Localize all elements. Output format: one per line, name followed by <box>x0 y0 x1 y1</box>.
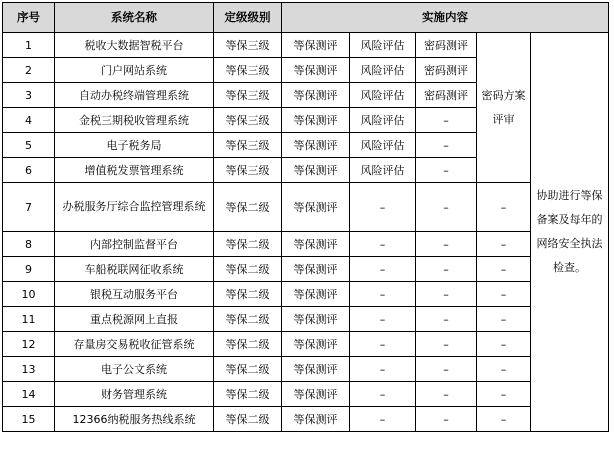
row-review: – <box>477 232 531 257</box>
header-level: 定级级别 <box>214 3 282 33</box>
row-review: – <box>477 332 531 357</box>
row-level: 等保二级 <box>214 183 282 232</box>
row-name: 银税互动服务平台 <box>55 282 214 307</box>
row-seq: 14 <box>3 382 55 407</box>
row-level: 等保二级 <box>214 332 282 357</box>
row-review: – <box>477 382 531 407</box>
row-risk: – <box>350 332 416 357</box>
row-risk: 风险评估 <box>350 158 416 183</box>
table-row <box>3 257 609 282</box>
row-level: 等保三级 <box>214 58 282 83</box>
row-level: 等保二级 <box>214 232 282 257</box>
row-name: 财务管理系统 <box>55 382 214 407</box>
row-risk: 风险评估 <box>350 133 416 158</box>
row-review: – <box>477 357 531 382</box>
table-row <box>3 232 609 257</box>
row-crypto: – <box>416 232 477 257</box>
row-review: – <box>477 307 531 332</box>
row-eval: 等保测评 <box>282 58 350 83</box>
row-level: 等保三级 <box>214 158 282 183</box>
row-eval: 等保测评 <box>282 232 350 257</box>
row-name: 重点税源网上直报 <box>55 307 214 332</box>
row-crypto: – <box>416 407 477 432</box>
row-level: 等保二级 <box>214 382 282 407</box>
assist-cell: 协助进行等保备案及每年的网络安全执法检查。 <box>531 33 609 432</box>
row-crypto: – <box>416 332 477 357</box>
row-level: 等保二级 <box>214 407 282 432</box>
header-name: 系统名称 <box>55 3 214 33</box>
row-level: 等保二级 <box>214 357 282 382</box>
row-seq: 8 <box>3 232 55 257</box>
row-name: 内部控制监督平台 <box>55 232 214 257</box>
row-crypto: 密码测评 <box>416 83 477 108</box>
row-level: 等保三级 <box>214 33 282 58</box>
row-level: 等保二级 <box>214 257 282 282</box>
row-name: 税收大数据智税平台 <box>55 33 214 58</box>
row-name: 车船税联网征收系统 <box>55 257 214 282</box>
row-crypto: – <box>416 382 477 407</box>
row-crypto: – <box>416 307 477 332</box>
row-review: – <box>477 257 531 282</box>
table-row <box>3 307 609 332</box>
systems-table <box>2 2 609 432</box>
table-row <box>3 183 609 232</box>
table-row <box>3 382 609 407</box>
row-risk: – <box>350 257 416 282</box>
row-eval: 等保测评 <box>282 257 350 282</box>
row-eval: 等保测评 <box>282 307 350 332</box>
row-level: 等保三级 <box>214 133 282 158</box>
row-eval: 等保测评 <box>282 183 350 232</box>
row-name: 金税三期税收管理系统 <box>55 108 214 133</box>
row-risk: – <box>350 357 416 382</box>
row-name: 增值税发票管理系统 <box>55 158 214 183</box>
row-crypto: – <box>416 282 477 307</box>
row-name: 门户网站系统 <box>55 58 214 83</box>
row-crypto: – <box>416 183 477 232</box>
table-row <box>3 407 609 432</box>
row-risk: 风险评估 <box>350 108 416 133</box>
row-risk: – <box>350 382 416 407</box>
row-risk: – <box>350 183 416 232</box>
table-row <box>3 33 609 58</box>
row-seq: 2 <box>3 58 55 83</box>
row-level: 等保二级 <box>214 282 282 307</box>
row-review: – <box>477 282 531 307</box>
row-name: 12366纳税服务热线系统 <box>55 407 214 432</box>
row-crypto: – <box>416 257 477 282</box>
header-seq: 序号 <box>3 3 55 33</box>
row-eval: 等保测评 <box>282 282 350 307</box>
row-eval: 等保测评 <box>282 33 350 58</box>
crypto-review-cell: 密码方案评审 <box>477 33 531 183</box>
row-seq: 7 <box>3 183 55 232</box>
row-level: 等保三级 <box>214 108 282 133</box>
row-crypto: – <box>416 108 477 133</box>
row-eval: 等保测评 <box>282 382 350 407</box>
row-risk: – <box>350 407 416 432</box>
row-eval: 等保测评 <box>282 133 350 158</box>
row-eval: 等保测评 <box>282 108 350 133</box>
row-eval: 等保测评 <box>282 83 350 108</box>
row-seq: 13 <box>3 357 55 382</box>
row-crypto: 密码测评 <box>416 33 477 58</box>
header-content: 实施内容 <box>282 3 609 33</box>
row-seq: 10 <box>3 282 55 307</box>
row-eval: 等保测评 <box>282 407 350 432</box>
row-level: 等保三级 <box>214 83 282 108</box>
row-risk: – <box>350 232 416 257</box>
row-seq: 6 <box>3 158 55 183</box>
table-row <box>3 357 609 382</box>
row-seq: 5 <box>3 133 55 158</box>
row-seq: 15 <box>3 407 55 432</box>
row-name: 存量房交易税收征管系统 <box>55 332 214 357</box>
row-eval: 等保测评 <box>282 158 350 183</box>
row-review: – <box>477 183 531 232</box>
table-row <box>3 332 609 357</box>
row-name: 办税服务厅综合监控管理系统 <box>55 183 214 232</box>
row-seq: 9 <box>3 257 55 282</box>
row-crypto: – <box>416 357 477 382</box>
row-crypto: – <box>416 133 477 158</box>
table-row <box>3 282 609 307</box>
row-seq: 4 <box>3 108 55 133</box>
row-risk: – <box>350 282 416 307</box>
row-name: 电子税务局 <box>55 133 214 158</box>
row-risk: – <box>350 307 416 332</box>
row-seq: 1 <box>3 33 55 58</box>
row-crypto: – <box>416 158 477 183</box>
row-seq: 11 <box>3 307 55 332</box>
row-seq: 12 <box>3 332 55 357</box>
row-seq: 3 <box>3 83 55 108</box>
row-eval: 等保测评 <box>282 357 350 382</box>
row-eval: 等保测评 <box>282 332 350 357</box>
row-risk: 风险评估 <box>350 58 416 83</box>
row-name: 电子公文系统 <box>55 357 214 382</box>
row-level: 等保二级 <box>214 307 282 332</box>
row-review: – <box>477 407 531 432</box>
row-crypto: 密码测评 <box>416 58 477 83</box>
row-risk: 风险评估 <box>350 33 416 58</box>
row-risk: 风险评估 <box>350 83 416 108</box>
row-name: 自动办税终端管理系统 <box>55 83 214 108</box>
